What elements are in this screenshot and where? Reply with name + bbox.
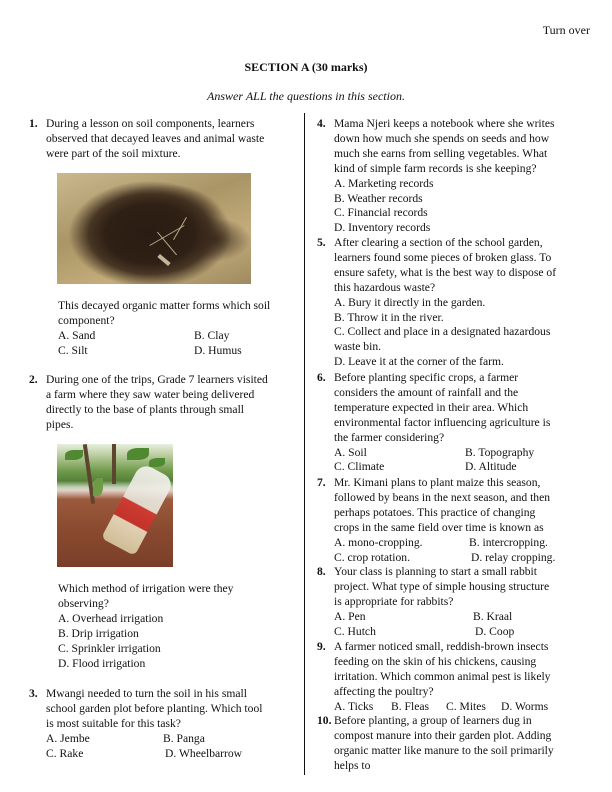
question-text-line: observed that decayed leaves and animal waste [46,131,265,145]
option-d[interactable]: D. Leave it at the corner of the farm. [334,355,504,369]
question-number: 2. [29,373,38,386]
option-a[interactable]: A. Sand [58,328,96,342]
question-number: 7. [317,476,326,489]
option-b[interactable]: B. Panga [163,731,205,745]
option-c[interactable]: C. Mites [446,699,486,713]
option-d[interactable]: D. Flood irrigation [58,656,146,670]
option-b[interactable]: B. Weather records [334,191,423,205]
question-text-line: Mwangi needed to turn the soil in his small [46,687,247,700]
column-divider [304,113,305,775]
question-text-line: environmental factor influencing agriculture is [334,415,551,429]
option-d[interactable]: D. relay cropping. [471,550,556,564]
question-number: 5. [317,236,326,249]
question-text-line: perhaps potatoes. This practice of changing [334,505,536,519]
option-c[interactable]: C. Rake [46,746,84,760]
option-c-continued: waste bin. [334,340,382,354]
option-b[interactable]: B. Drip irrigation [58,626,139,640]
question-text-line: is appropriate for rabbits? [334,594,454,608]
question-text-line: A farmer noticed small, reddish-brown insects [334,640,549,653]
question-text-line: down how much she spends on seeds and how [334,131,550,145]
question-text-line: irritation. Which common animal pest is likely [334,669,551,683]
option-c[interactable]: C. Sprinkler irrigation [58,641,161,655]
question-text-line: Mama Njeri keeps a notebook where she writes [334,117,555,130]
option-b[interactable]: B. Kraal [473,609,513,623]
question-number: 4. [317,117,326,130]
question-number: 6. [317,371,326,384]
question-number: 3. [29,687,38,700]
option-c[interactable]: C. Hutch [334,624,376,638]
question-number: 8. [317,565,326,578]
option-d[interactable]: D. Coop [475,624,515,638]
option-a[interactable]: A. Soil [334,445,367,459]
question-text-line: learners found some pieces of broken glass. To [334,250,552,264]
compost-heap-photo [57,173,251,284]
question-text-line: observing? [58,596,109,610]
option-a[interactable]: A. Jembe [46,731,90,745]
option-d[interactable]: D. Wheelbarrow [165,746,243,760]
question-text-line: school garden plot before planting. Which tool [46,701,263,715]
question-number: 9. [317,640,326,653]
question-text-line: directly to the base of plants through small [46,402,245,416]
option-d[interactable]: D. Humus [194,343,242,357]
option-d[interactable]: D. Altitude [465,460,517,474]
question-number: 1. [29,117,38,130]
question-text-line: followed by beans in the next season, and then [334,490,551,504]
option-a[interactable]: A. Overhead irrigation [58,611,164,625]
question-text-line: project. What type of simple housing structure [334,579,550,593]
option-a[interactable]: A. Ticks [334,699,374,713]
question-text-line: organic matter like manure to the soil primarily [334,743,554,757]
question-text-line: Before planting specific crops, a farmer [334,371,519,384]
question-text-line: Mr. Kimani plans to plant maize this season, [334,476,541,489]
option-c[interactable]: C. Silt [58,343,88,357]
option-a[interactable]: A. Bury it directly in the garden. [334,295,486,309]
question-text-line: Before planting, a group of learners dug in [334,714,532,727]
option-a[interactable]: A. Pen [334,609,366,623]
question-3 [29,687,304,762]
question-text-line: ensure safety, what is the best way to dispose of [334,265,557,279]
question-2-followup [58,582,298,671]
question-8 [317,565,602,640]
question-text-line: the farmer considering? [334,430,445,444]
question-5 [317,236,602,370]
option-a[interactable]: A. mono-cropping. [334,535,423,549]
question-text-line: were part of the soil mixture. [46,146,181,160]
option-b[interactable]: B. Fleas [391,699,430,713]
question-1-followup [58,299,298,359]
question-text-line: considers the amount of rainfall and the [334,385,519,399]
option-c[interactable]: C. crop rotation. [334,550,410,564]
question-10 [317,714,602,774]
section-title: SECTION A (30 marks) [244,60,368,74]
section-instruction: Answer ALL the questions in this section. [207,89,405,103]
question-text-line: is most suitable for this task? [46,716,181,730]
option-c[interactable]: C. Financial records [334,206,428,220]
question-9 [317,640,602,715]
question-text-line: This decayed organic matter forms which soil [58,299,271,312]
question-4 [317,117,602,236]
question-text-line: compost manure into their garden plot. Adding [334,728,552,742]
question-text-line: crops in the same field over time is known as [334,520,544,534]
question-text-line: helps to [334,758,371,772]
option-b[interactable]: B. Clay [194,328,230,342]
option-b[interactable]: B. Topography [465,445,535,459]
option-a[interactable]: A. Marketing records [334,176,434,190]
question-text-line: component? [58,313,115,327]
option-d[interactable]: D. Inventory records [334,221,431,235]
question-text-line: a farm where they saw water being delivered [46,387,255,401]
question-7 [317,476,602,565]
option-c[interactable]: C. Collect and place in a designated hazardous [334,325,551,339]
turn-over-label: Turn over [542,23,590,37]
question-text-line: During a lesson on soil components, learners [46,117,255,130]
question-6 [317,371,602,475]
option-b[interactable]: B. Throw it in the river. [334,310,444,324]
question-text-line: much she earns from selling vegetables. What [334,146,548,160]
question-text-line: affecting the poultry? [334,684,434,698]
question-text-line: Your class is planning to start a small rabbit [334,565,537,578]
question-text-line: kind of simple farm records is she keeping? [334,161,537,175]
option-b[interactable]: B. intercropping. [469,535,548,549]
question-text-line: During one of the trips, Grade 7 learners visited [46,373,268,386]
bottle-drip-irrigation-photo [57,444,173,567]
question-text-line: After clearing a section of the school garden, [334,236,543,249]
question-text-line: temperature expected in their area. Which [334,400,529,414]
question-text-line: Which method of irrigation were they [58,582,234,595]
question-2 [29,373,304,433]
question-text-line: this hazardous waste? [334,280,436,294]
question-text-line: feeding on the skin of his chickens, causing [334,654,537,668]
question-text-line: pipes. [46,417,74,431]
option-c[interactable]: C. Climate [334,460,385,474]
question-1 [29,117,299,162]
question-number: 10. [317,714,332,727]
option-d[interactable]: D. Worms [501,699,549,713]
